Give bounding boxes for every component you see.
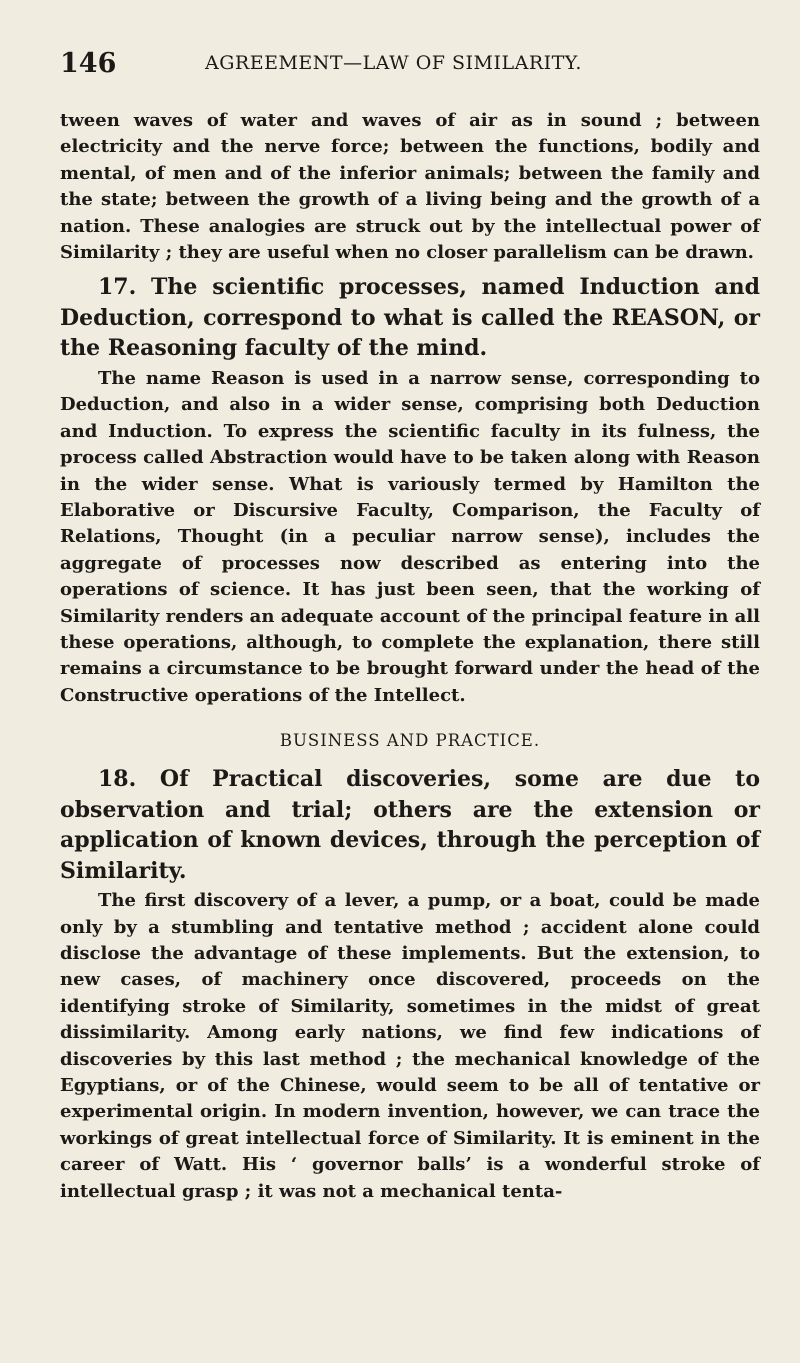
proposition-17: 17. The scientific processes, named Induction and Deduction, correspond to what is called the REASON, or the Reasoning faculty of the mind.: [60, 274, 760, 362]
proposition-18: 18. Of Practical discoveries, some are due to observation and trial; others are the extension or application of known devices, through the perception of Similarity.: [60, 766, 760, 884]
paragraph-reason: The name Reason is used in a narrow sense, corresponding to Deduction, and also in a wider sense, comprising both Deduction and Induction. To express the scientific faculty in its fulness, the process called Abstraction would have to be taken along with Reason in the wider sense. What is variously termed by Hamilton the Elaborative or Discursive Faculty, Comparison, the Faculty of Relations, Thought (in a peculiar narrow sense), includes the aggregate of processes now described as entering into the operations of science. It has just been seen, that the working of Similarity renders an adequate account of the principal feature in all these operations, although, to complete the explanation, there still remains a circumstance to be brought forward under the head of the Constructive operations of the Intellect.: [60, 367, 760, 706]
paragraph-discoveries: The first discovery of a lever, a pump, or a boat, could be made only by a stumbling and tentative method ; accident alone could disclose the advantage of these implements. But the extension, to new cases, of machinery once discovered, proceeds on the identifying stroke of Similarity, sometimes in the midst of great dissimilarity. Among early nations, we find few indications of discoveries by this last method ; the mechanical knowledge of the Egyptians, or of the Chinese, would seem to be all of tentative or experimental origin. In modern invention, however, we can trace the workings of great intellectual force of Similarity. It is eminent in the career of Watt. His ‘ governor balls’ is a wonderful stroke of intellectual grasp ; it was not a mechanical tenta-: [60, 890, 760, 1202]
running-title: AGREEMENT—LAW OF SIMILARITY.: [205, 52, 582, 74]
paragraph-continued: tween waves of water and waves of air as in sound ; between electricity and the nerve force; between the functions, bodily and mental, of men and of the inferior animals; between the family and the state; between the growth of a living being and the growth of a nation. These analogies are struck out by the intellectual power of Similarity ; they are useful when no closer parallelism can be drawn.: [60, 110, 760, 264]
section-heading: BUSINESS AND PRACTICE.: [279, 731, 541, 751]
page-header: [60, 48, 760, 84]
page-body: [60, 108, 760, 1205]
page-number: 146: [60, 48, 117, 79]
